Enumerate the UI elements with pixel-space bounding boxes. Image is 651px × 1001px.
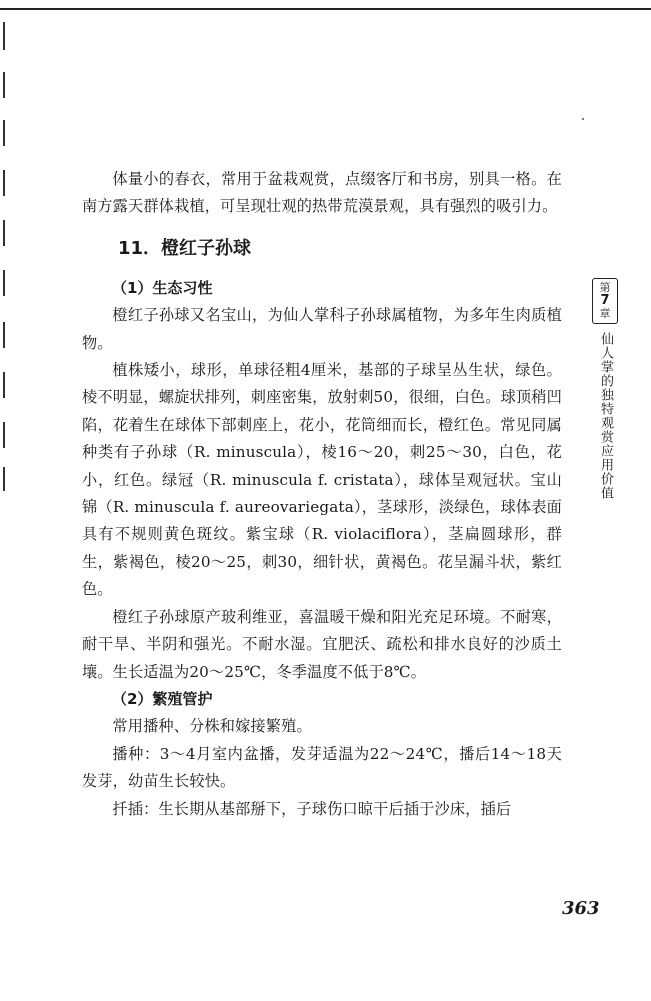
- paragraph: 橙红子孙球又名宝山，为仙人掌科子孙球属植物，为多年生肉质植物。: [82, 306, 562, 352]
- chapter-title: 仙人掌的独特观赏应用价值: [598, 332, 613, 500]
- top-rule: [0, 8, 651, 10]
- binding-marks: [3, 22, 7, 492]
- paragraph: 扦插：生长期从基部掰下，子球伤口晾干后插于沙床，插后: [112, 799, 512, 818]
- speck: [582, 118, 584, 120]
- chapter-badge: [592, 278, 618, 324]
- paragraph: 橙红子孙球原产玻利维亚，喜温暖干燥和阳光充足环境。不耐寒，耐干旱、半阴和强光。不耐水湿。宜肥沃、疏松和排水良好的沙质土壤。生长适温为20～25℃，冬季温度不低于8℃。: [82, 607, 562, 681]
- subheading: （2）繁殖管护: [112, 689, 213, 708]
- paragraph: 播种：3～4月室内盆播，发芽适温为22～24℃，播后14～18天发芽，幼苗生长较快。: [82, 744, 562, 791]
- subheading: （1）生态习性: [112, 278, 213, 297]
- chapter-number: 7: [600, 293, 610, 308]
- page-body: [82, 166, 562, 823]
- chapter-suffix: 章: [599, 307, 611, 320]
- section-title: 11．橙红子孙球: [118, 237, 252, 259]
- paragraph: 常用播种、分株和嫁接繁殖。: [112, 717, 312, 736]
- page-number: 363: [562, 898, 600, 919]
- chapter-side-tab: [592, 278, 618, 504]
- chapter-prefix: 第: [599, 281, 611, 294]
- paragraph: 植株矮小，球形，单球径粗4厘米，基部的子球呈丛生状，绿色。棱不明显，螺旋状排列，刺座密集，放射刺50，很细，白色。球顶稍凹陷，花着生在球体下部刺座上，花小，花筒细而长，橙红色。常见同属种类有子孙球（R. minuscula），棱16～20，刺25～30，白色，花小，红色。绿冠（R. minuscula f. cristata），球体呈观冠状。宝山锦（R. minuscula f. aureovariegata），茎球形，淡绿色，球体表面具有不规则黄色斑纹。紫宝球（R. violaciflora），茎扁圆球形，群生，紫褐色，棱20～25，刺30，细针状，黄褐色。花呈漏斗状，紫红色。: [82, 361, 562, 599]
- paragraph: 体量小的春衣，常用于盆栽观赏，点缀客厅和书房，别具一格。在南方露天群体栽植，可呈现壮观的热带荒漠景观，具有强烈的吸引力。: [82, 170, 562, 216]
